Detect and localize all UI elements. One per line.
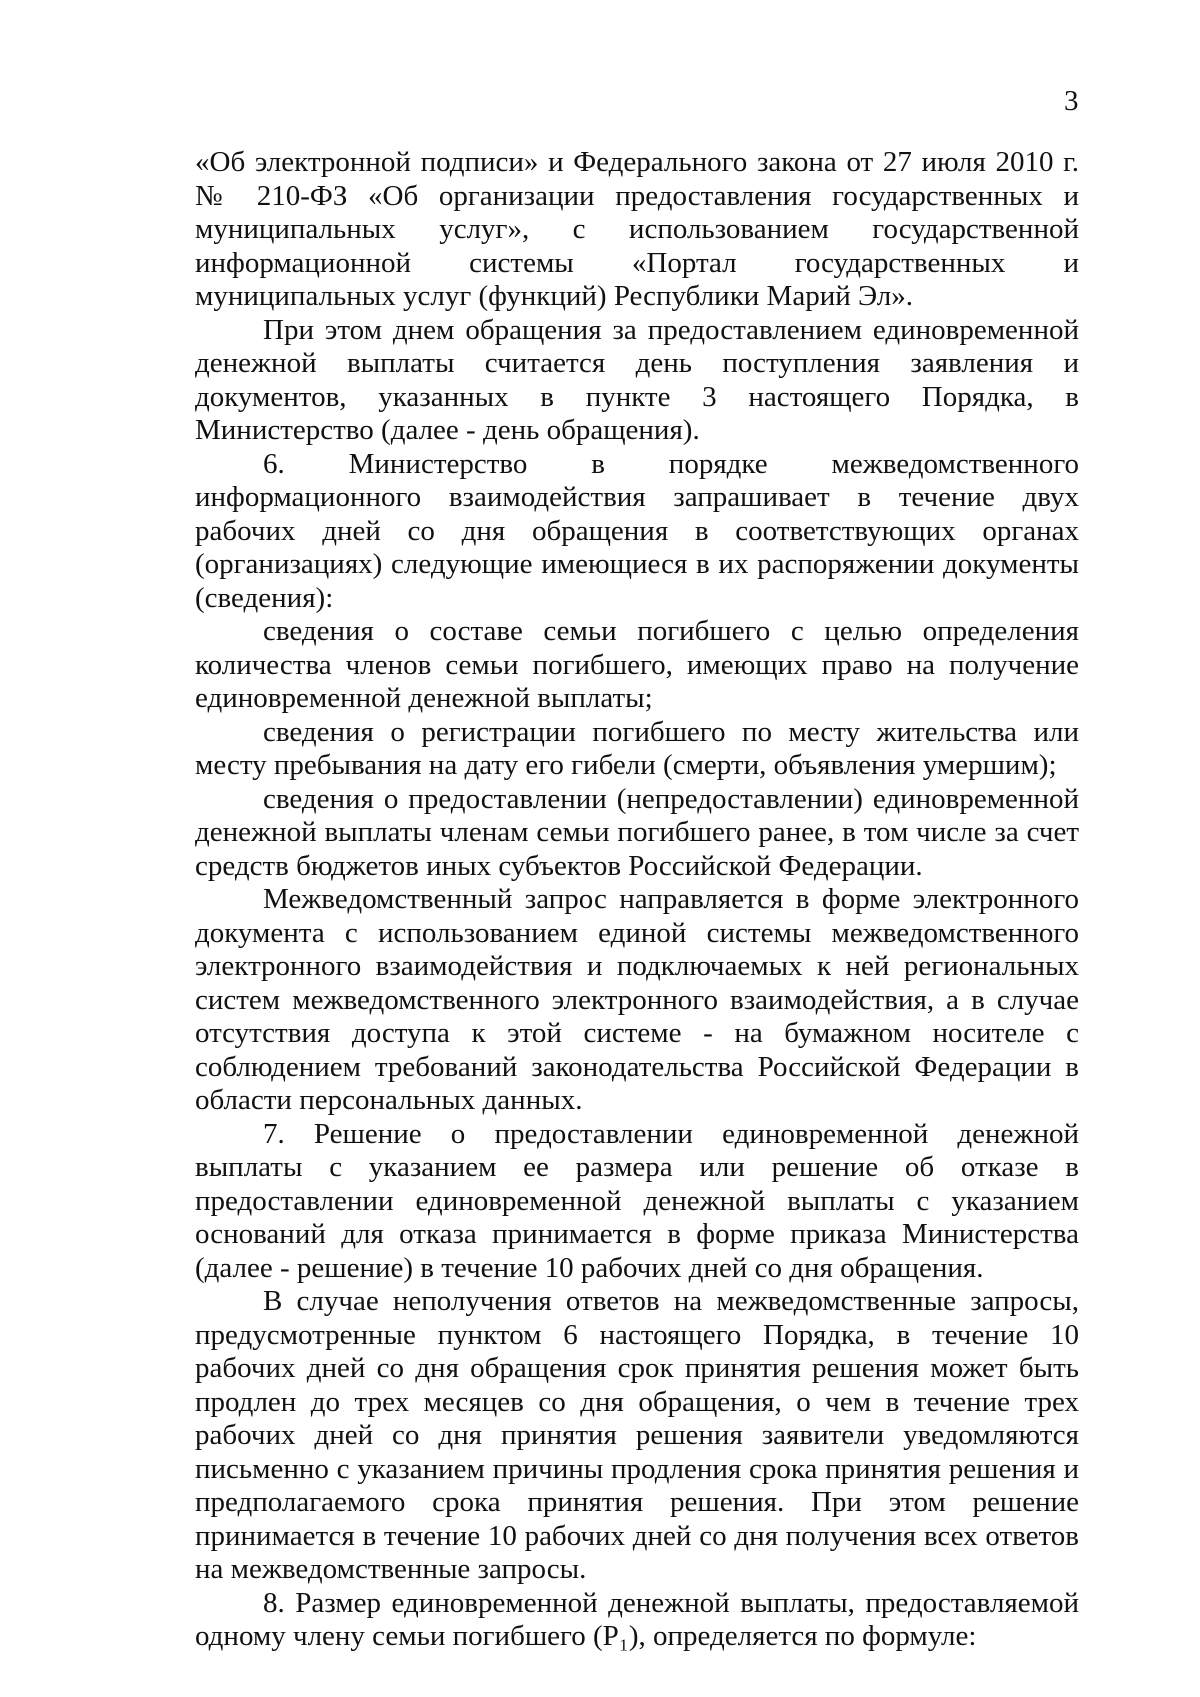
paragraph-extension: В случае неполучения ответов на межведомственные запросы, предусмотренные пунктом 6 настоящего Порядка, в течение 10 рабочих дней со дня обращения срок принятия решения может быть продлен до трех месяцев со дня обращения, о чем в течение трех рабочих дней со дня принятия решения заявители уведомляются письменно с указанием причины продления срока принятия решения и предполагаемого срока принятия решения. При этом решение принимается в течение 10 рабочих дней со дня получения всех ответов на межведомственные запросы. <box>195 1285 1079 1585</box>
paragraph-day-of-application: При этом днем обращения за предоставлением единовременной денежной выплаты считается день поступления заявления и документов, указанных в пункте 3 настоящего Порядка, в Министерство (далее - день обращения). <box>195 313 1079 446</box>
paragraph-item-7: 7. Решение о предоставлении единовременной денежной выплаты с указанием ее размера или решение об отказе в предоставлении единовременной денежной выплаты с указанием оснований для отказа принимается в форме приказа Министерства (далее - решение) в течение 10 рабочих дней со дня обращения. <box>195 1117 1079 1284</box>
paragraph-item-8: 8. Размер единовременной денежной выплаты, предоставляемой одному члену семьи погибшего (Р₁), определяется по формуле: <box>195 1586 1079 1652</box>
paragraph-item-6: 6. Министерство в порядке межведомственного информационного взаимодействия запрашивает в течение двух рабочих дней со дня обращения в соответствующих органах (организациях) следующие имеющиеся в их распоряжении документы (сведения): <box>195 447 1079 614</box>
document-body <box>195 146 1079 1654</box>
page-number: 3 <box>1064 85 1079 117</box>
paragraph-previous-payment-info: сведения о предоставлении (непредоставлении) единовременной денежной выплаты членам семьи погибшего ранее, в том числе за счет средств бюджетов иных субъектов Российской Федерации. <box>195 782 1079 882</box>
paragraph-interagency-request: Межведомственный запрос направляется в форме электронного документа с использованием единой системы межведомственного электронного взаимодействия и подключаемых к ней региональных систем межведомственного электронного взаимодействия, а в случае отсутствия доступа к этой системе - на бумажном носителе с соблюдением требований законодательства Российской Федерации в области персональных данных. <box>195 883 1079 1116</box>
paragraph-continuation-law-reference: «Об электронной подписи» и Федерального закона от 27 июля 2010 г. № 210-ФЗ «Об организации предоставления государственных и муниципальных услуг», с использованием государственной информационной системы «Портал государственных и муниципальных услуг (функций) Республики Марий Эл». <box>195 146 1079 312</box>
paragraph-registration-info: сведения о регистрации погибшего по месту жительства или месту пребывания на дату его гибели (смерти, объявления умершим); <box>195 715 1079 781</box>
paragraph-family-composition: сведения о составе семьи погибшего с целью определения количества членов семьи погибшего, имеющих право на получение единовременной денежной выплаты; <box>195 615 1079 714</box>
